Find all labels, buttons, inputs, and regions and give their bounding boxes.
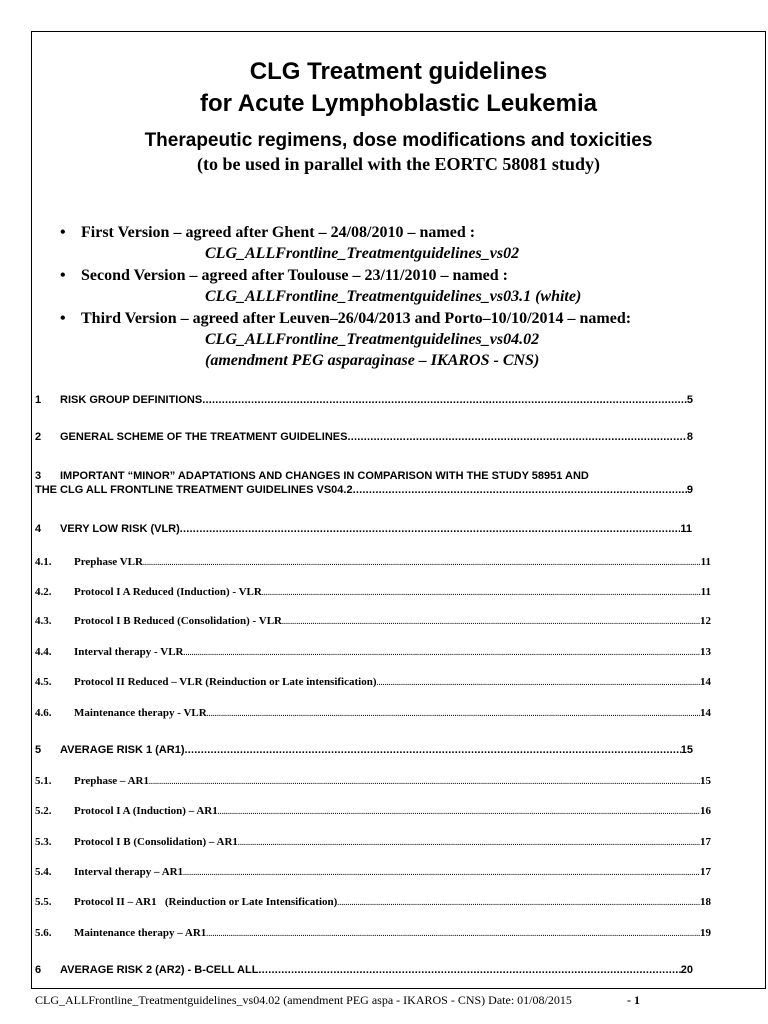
toc-subentry[interactable] (35, 585, 711, 600)
toc-number: 4.3. (35, 615, 52, 627)
toc-page: 12 (700, 615, 711, 627)
toc-title: Protocol I B (Consolidation) – AR1 (74, 836, 238, 848)
toc-page: 11 (680, 523, 692, 535)
toc-entry[interactable] (35, 522, 692, 536)
version-filename: CLG_ALLFrontline_Treatmentguidelines_vs04.02 (205, 331, 540, 348)
toc-title: GENERAL SCHEME OF THE TREATMENT GUIDELINES (60, 431, 348, 443)
toc-subentry[interactable] (35, 675, 711, 690)
toc-subentry[interactable] (35, 895, 711, 910)
toc-leader (206, 927, 700, 941)
bullet-icon: • (60, 310, 66, 327)
toc-page: 14 (700, 707, 711, 719)
toc-leader (149, 775, 700, 789)
toc-number: 4 (35, 523, 42, 535)
toc-page: 20 (680, 964, 693, 976)
toc-title: Protocol I A (Induction) – AR1 (74, 805, 218, 817)
bullet-icon: • (60, 267, 66, 284)
document-title-line-1: CLG Treatment guidelines (249, 58, 548, 85)
toc-leader (262, 586, 701, 600)
toc-number: 5.4. (35, 866, 52, 878)
version-amendment: (amendment PEG asparaginase – IKAROS - CNS) (205, 352, 540, 369)
toc-number: 5.1. (35, 775, 52, 787)
toc-title: Interval therapy – AR1 (74, 866, 184, 878)
toc-title: AVERAGE RISK 1 (AR1) (60, 744, 185, 756)
toc-leader (183, 866, 700, 880)
toc-subentry[interactable] (35, 645, 711, 660)
toc-subentry[interactable] (35, 774, 711, 789)
toc-entry[interactable] (35, 393, 693, 407)
toc-page: 15 (680, 744, 693, 756)
toc-leader (207, 707, 700, 721)
toc-title: AVERAGE RISK 2 (AR2) - B-CELL ALL (60, 964, 259, 976)
toc-page: 8 (686, 431, 693, 443)
toc-title-line-1: IMPORTANT “MINOR” ADAPTATIONS AND CHANGES IN COMPARISON WITH THE STUDY 58951 AND (60, 470, 589, 482)
toc-leader (377, 676, 701, 690)
toc-entry-continuation[interactable] (35, 483, 693, 497)
document-title-line-2: for Acute Lymphoblastic Leukemia (200, 90, 597, 117)
toc-number: 5.3. (35, 836, 52, 848)
toc-page: 18 (700, 896, 711, 908)
version-filename: CLG_ALLFrontline_Treatmentguidelines_vs03.1 (white) (205, 288, 582, 305)
version-text: Third Version – agreed after Leuven–26/04/2013 and Porto–10/10/2014 – named: (81, 310, 632, 327)
toc-subentry[interactable] (35, 614, 711, 629)
toc-title: Protocol I B Reduced (Consolidation) - VLR (74, 615, 282, 627)
toc-leader (258, 963, 680, 977)
toc-leader (183, 646, 700, 660)
version-text: First Version – agreed after Ghent – 24/08/2010 – named : (81, 224, 476, 241)
document-note: (to be used in parallel with the EORTC 58081 study) (197, 154, 600, 174)
toc-title: Prephase VLR (74, 556, 143, 568)
toc-title: Protocol I A Reduced (Induction) - VLR (74, 586, 262, 598)
toc-entry-multiline[interactable] (35, 469, 589, 483)
toc-title: RISK GROUP DEFINITIONS (60, 394, 203, 406)
toc-title: Prephase – AR1 (74, 775, 149, 787)
toc-leader (218, 805, 700, 819)
toc-subentry[interactable] (35, 804, 711, 819)
toc-title: Protocol II Reduced – VLR (Reinduction or Late intensification) (74, 676, 377, 688)
toc-number: 5.5. (35, 896, 52, 908)
toc-entry[interactable] (35, 430, 693, 444)
toc-subentry[interactable] (35, 865, 711, 880)
toc-number: 4.2. (35, 586, 52, 598)
toc-number: 1 (35, 394, 42, 406)
toc-leader (353, 483, 687, 497)
toc-title-line-2: THE CLG ALL FRONTLINE TREATMENT GUIDELINES VS04.2 (35, 484, 353, 496)
toc-title: Maintenance therapy – AR1 (74, 927, 207, 939)
toc-number: 5.2. (35, 805, 52, 817)
toc-number: 5.6. (35, 927, 52, 939)
toc-page: 13 (700, 646, 711, 658)
toc-page: 15 (700, 775, 711, 787)
toc-leader (347, 430, 686, 444)
toc-number: 4.5. (35, 676, 52, 688)
toc-leader (238, 836, 700, 850)
toc-page: 16 (700, 805, 711, 817)
toc-number: 2 (35, 431, 42, 443)
footer-text: CLG_ALLFrontline_Treatmentguidelines_vs04.02 (amendment PEG aspa - IKAROS - CNS) Date: 01/08/2015 (35, 993, 572, 1007)
toc-number: 4.1. (35, 556, 52, 568)
toc-title: Maintenance therapy - VLR (74, 707, 207, 719)
toc-title: Protocol II – AR1 (Reinduction or Late Intensification) (74, 896, 338, 908)
toc-leader (337, 896, 700, 910)
version-item-3 (60, 309, 631, 329)
footer-page-number: - 1 (627, 993, 640, 1007)
version-text: Second Version – agreed after Toulouse – 23/11/2010 – named : (81, 267, 508, 284)
toc-number: 6 (35, 964, 42, 976)
toc-number: 4.6. (35, 707, 52, 719)
toc-leader (143, 556, 701, 570)
toc-subentry[interactable] (35, 555, 711, 570)
toc-entry[interactable] (35, 963, 693, 977)
toc-leader (180, 522, 681, 536)
toc-page: 9 (686, 484, 693, 496)
bullet-icon: • (60, 224, 66, 241)
toc-page: 5 (686, 394, 693, 406)
version-item-1 (60, 223, 475, 243)
toc-subentry[interactable] (35, 926, 711, 941)
toc-page: 11 (700, 586, 711, 598)
version-filename: CLG_ALLFrontline_Treatmentguidelines_vs02 (205, 245, 520, 262)
toc-page: 17 (700, 866, 711, 878)
toc-leader (202, 393, 687, 407)
toc-entry[interactable] (35, 743, 693, 757)
page-footer (35, 993, 640, 1007)
toc-subentry[interactable] (35, 706, 711, 721)
toc-page: 19 (700, 927, 711, 939)
toc-subentry[interactable] (35, 835, 711, 850)
toc-number: 4.4. (35, 646, 52, 658)
toc-number: 3 (35, 470, 42, 482)
toc-title: Interval therapy - VLR (74, 646, 184, 658)
toc-leader (282, 615, 700, 629)
version-item-2 (60, 266, 508, 286)
toc-leader (184, 743, 680, 757)
toc-title: VERY LOW RISK (VLR) (60, 523, 180, 535)
toc-number: 5 (35, 744, 42, 756)
toc-page: 11 (700, 556, 711, 568)
toc-page: 14 (700, 676, 711, 688)
document-subtitle: Therapeutic regimens, dose modifications and toxicities (144, 130, 653, 151)
toc-page: 17 (700, 836, 711, 848)
